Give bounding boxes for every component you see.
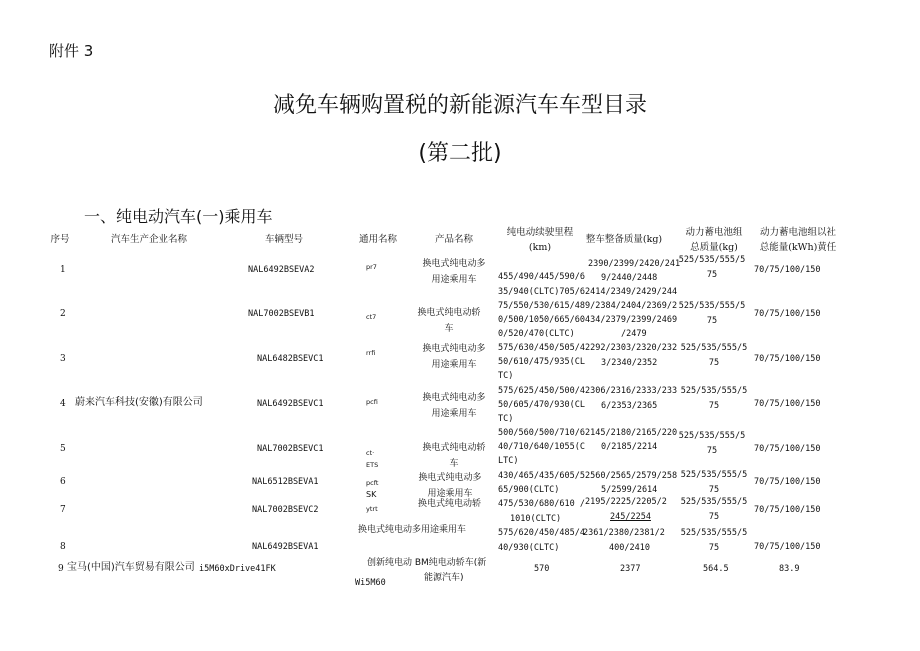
row-battery-energy: 70/75/100/150 [754,505,821,515]
row-common-name: Wi5M60 [355,578,386,585]
row-curb-mass: 2306/2316/2333/233 6/2353/2365 [585,386,678,411]
header-range-line2: (km) [528,242,552,253]
row-model: NAL7002BSEVC1 [257,444,324,454]
annex-label: 附件 3 [49,42,94,60]
row-common-name: pcfi [366,398,378,406]
row-battery-energy: 70/75/100/150 [754,309,821,319]
row-curb-mass: 2377 [620,564,641,574]
row-product-name: 换电式纯电动轿 [418,499,482,509]
row-range: 570 [534,564,550,574]
row-model: NAL6492BSEVA1 [252,542,319,552]
row-product-name: 换电式纯电动多 用途乘用车 [418,473,482,497]
row-curb-mass: 2390/2399/2420/241 9/2440/2448 2414/2349/2429/244 [585,259,681,297]
row-battery-energy: 70/75/100/150 [754,265,821,275]
row-battery-mass: 525/535/555/5 75 [680,386,748,411]
row-no: 5 [60,444,66,454]
row-battery-mass: 525/535/555/5 75 [678,431,746,456]
row-common-name: pr7 [366,263,377,271]
row-battery-energy: 83.9 [779,564,800,574]
row-battery-mass: 525/535/555/5 75 [678,255,746,280]
row-maker: 宝马(中国)汽车贸易有限公司 [67,562,195,573]
header-no: 序号 [50,234,70,245]
row-curb-mass: 2361/2380/2381/2 400/2410 [583,528,665,553]
row-model: NAL6492BSEVA2 [248,265,315,275]
row-no: 2 [60,309,66,319]
row-no: 3 [60,354,66,364]
row-battery-mass: 525/535/555/5 75 [680,497,748,522]
header-model: 车辆型号 [264,234,304,245]
row-range: 575/620/450/485/4 40/930(CLTC) [498,528,585,553]
row-range: 575/630/450/505/4 50/610/475/935(CL TC) [498,343,585,381]
row-curb-mass: 2560/2565/2579/258 5/2599/2614 [585,471,678,495]
row-maker: 蔚来汽车科技(安徽)有限公司 [75,397,203,408]
row-model: i5M60xDrive41FK [199,564,276,574]
header-battery-mass-line1: 动力蓄电池组 [685,227,743,238]
row-curb-mass: 2145/2180/2165/220 0/2185/2214 [585,428,678,452]
header-product-name: 产品名称 [434,234,474,245]
header-range-line1: 纯电动续驶里程 [506,227,574,238]
header-battery-energy [760,225,837,255]
row-range: 575/625/450/500/4 50/605/470/930(CL TC) [498,386,585,424]
row-model: NAL6492BSEVC1 [257,399,324,409]
row-range: 455/490/445/590/6 35/940(CLTC)705/6 [498,272,585,297]
row-no: 8 [60,542,66,552]
row-no: 9 [58,564,64,574]
row-no: 6 [60,477,66,487]
header-common-name: 通用名称 [358,234,398,245]
row-product-name: 换电式纯电动轿 车 [422,443,486,469]
header-battery-mass-line2: 总质量(kg) [690,242,738,253]
row-product-name: 换电式纯电动多 用途乘用车 [422,393,486,419]
row-battery-energy: 70/75/100/150 [754,542,821,552]
row-no: 1 [60,265,66,275]
row-range: 430/465/435/605/5 65/900(CLTC) [498,471,585,495]
row-battery-mass: 525/535/555/5 75 [680,343,748,368]
row-common-name: ct· ETS [366,449,379,469]
row-range: 500/560/500/710/6 40/710/640/1055(C LTC) [498,428,585,466]
row-battery-energy: 70/75/100/150 [754,399,821,409]
row-battery-energy: 70/75/100/150 [754,477,821,487]
row-product-name: 换电式纯电动多 用途乘用车 [422,344,486,370]
row-curb-mass: 2195/2225/2205/2 245/2254 [585,497,667,522]
row-battery-mass: 525/535/555/5 75 [680,470,748,495]
page-title: 减免车辆购置税的新能源汽车车型目录 [272,93,647,118]
header-battery-energy-line2: 总能量(kWh)黄任 [759,242,837,253]
row-battery-energy: 70/75/100/150 [754,354,821,364]
header-curb-mass: 整车整备质量(kg) [585,234,663,245]
row-range: 75/550/530/615/48 0/500/1050/665/60 0/520/470(CLTC) [498,301,585,339]
row-model: NAL7002BSEVB1 [248,309,315,319]
row-battery-energy: 70/75/100/150 [754,444,821,454]
row-product-name: 换电式纯电动轿 车 [417,308,481,334]
row-battery-mass: 525/535/555/5 75 [678,301,746,326]
batch-subtitle: (第二批) [418,141,502,166]
row-common-name: ct7 [366,313,377,321]
row-curb-mass: 2292/2303/2320/232 3/2340/2352 [585,343,678,368]
row-battery-mass: 564.5 [703,564,729,574]
row-product-name: 换电式纯电动多用途乘用车 [358,525,467,535]
header-battery-mass [685,225,742,255]
section-heading: 一、纯电动汽车(一)乘用车 [84,207,273,226]
header-battery-energy-line1: 动力蓄电池组以社 [759,227,836,238]
row-battery-mass: 525/535/555/5 75 [680,528,748,553]
row-common-name: rrfi [366,349,376,357]
row-product-name: 创新纯电动 BM纯电动轿车(新 能源汽车) [367,558,487,583]
header-range [507,225,574,255]
row-model: NAL6512BSEVA1 [252,477,319,487]
row-no: 4 [60,399,66,409]
row-no: 7 [60,505,66,515]
row-model: NAL6482BSEVC1 [257,354,324,364]
row-product-name: 换电式纯电动多 用途乘用车 [422,259,486,285]
row-model: NAL7002BSEVC2 [252,505,319,515]
row-common-name: pcft SK [366,479,379,499]
row-curb-mass: 9/2384/2404/2369/2 434/2379/2399/2469 /2479 [585,301,678,339]
row-range: 475/530/680/610 / 1010(CLTC) [498,499,585,524]
row-common-name: ytrt [366,505,378,513]
header-maker: 汽车生产企业名称 [110,234,188,245]
